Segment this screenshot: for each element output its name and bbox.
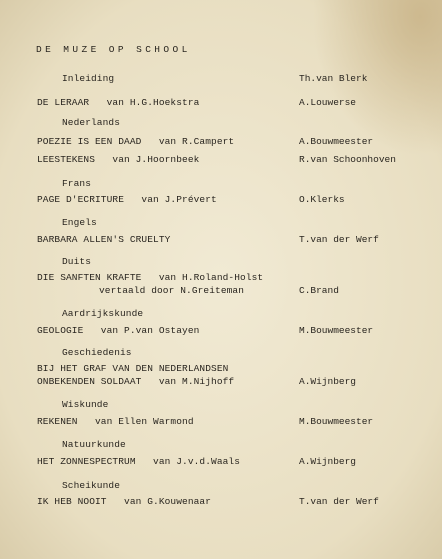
poem-title-line: HET ZONNESPECTRUM van J.v.d.Waals xyxy=(37,456,241,467)
section-heading: Wiskunde xyxy=(62,399,109,410)
section-heading: Engels xyxy=(62,217,97,228)
poem-title-line: ONBEKENDEN SOLDAAT van M.Nijhoff xyxy=(37,376,235,387)
performer-name: A.Wijnberg xyxy=(299,456,357,467)
performer-name: O.Klerks xyxy=(299,194,345,205)
poem-title-line: POEZIE IS EEN DAAD van R.Campert xyxy=(37,136,235,147)
performer-name: M.Bouwmeester xyxy=(299,416,374,427)
poem-title-line: LEESTEKENS van J.Hoornbeek xyxy=(37,154,200,165)
performer-name: M.Bouwmeester xyxy=(299,325,374,336)
section-heading: Natuurkunde xyxy=(62,439,126,450)
performer-name: A.Wijnberg xyxy=(299,376,357,387)
section-heading: Aardrijkskunde xyxy=(62,308,144,319)
poem-title-line: DE LERAAR van H.G.Hoekstra xyxy=(37,97,200,108)
section-heading: Duits xyxy=(62,256,92,267)
section-heading: Frans xyxy=(62,178,92,189)
performer-name: A.Louwerse xyxy=(299,97,357,108)
performer-name: R.van Schoonhoven xyxy=(299,154,396,165)
poem-title-line: REKENEN van Ellen Warmond xyxy=(37,416,194,427)
section-heading: Nederlands xyxy=(62,117,121,128)
performer-name: C.Brand xyxy=(299,285,339,296)
performer-name: A.Bouwmeester xyxy=(299,136,374,147)
poem-title-line: vertaald door N.Greiteman xyxy=(99,285,245,296)
poem-title-line: PAGE D'ECRITURE van J.Prévert xyxy=(37,194,217,205)
poem-title-line: DIE SANFTEN KRAFTE van H.Roland-Holst xyxy=(37,272,264,283)
poem-title-line: BIJ HET GRAF VAN DEN NEDERLANDSEN xyxy=(37,363,229,374)
poem-title-line: GEOLOGIE van P.van Ostayen xyxy=(37,325,200,336)
section-heading: Geschiedenis xyxy=(62,347,132,358)
section-heading: Inleiding xyxy=(62,73,115,84)
page-title: DE MUZE OP SCHOOL xyxy=(36,44,191,55)
performer-name: T.van der Werf xyxy=(299,234,379,245)
section-heading: Scheikunde xyxy=(62,480,121,491)
performer-name: Th.van Blerk xyxy=(299,73,368,84)
poem-title-line: IK HEB NOOIT van G.Kouwenaar xyxy=(37,496,212,507)
poem-title-line: BARBARA ALLEN'S CRUELTY xyxy=(37,234,171,245)
performer-name: T.van der Werf xyxy=(299,496,379,507)
